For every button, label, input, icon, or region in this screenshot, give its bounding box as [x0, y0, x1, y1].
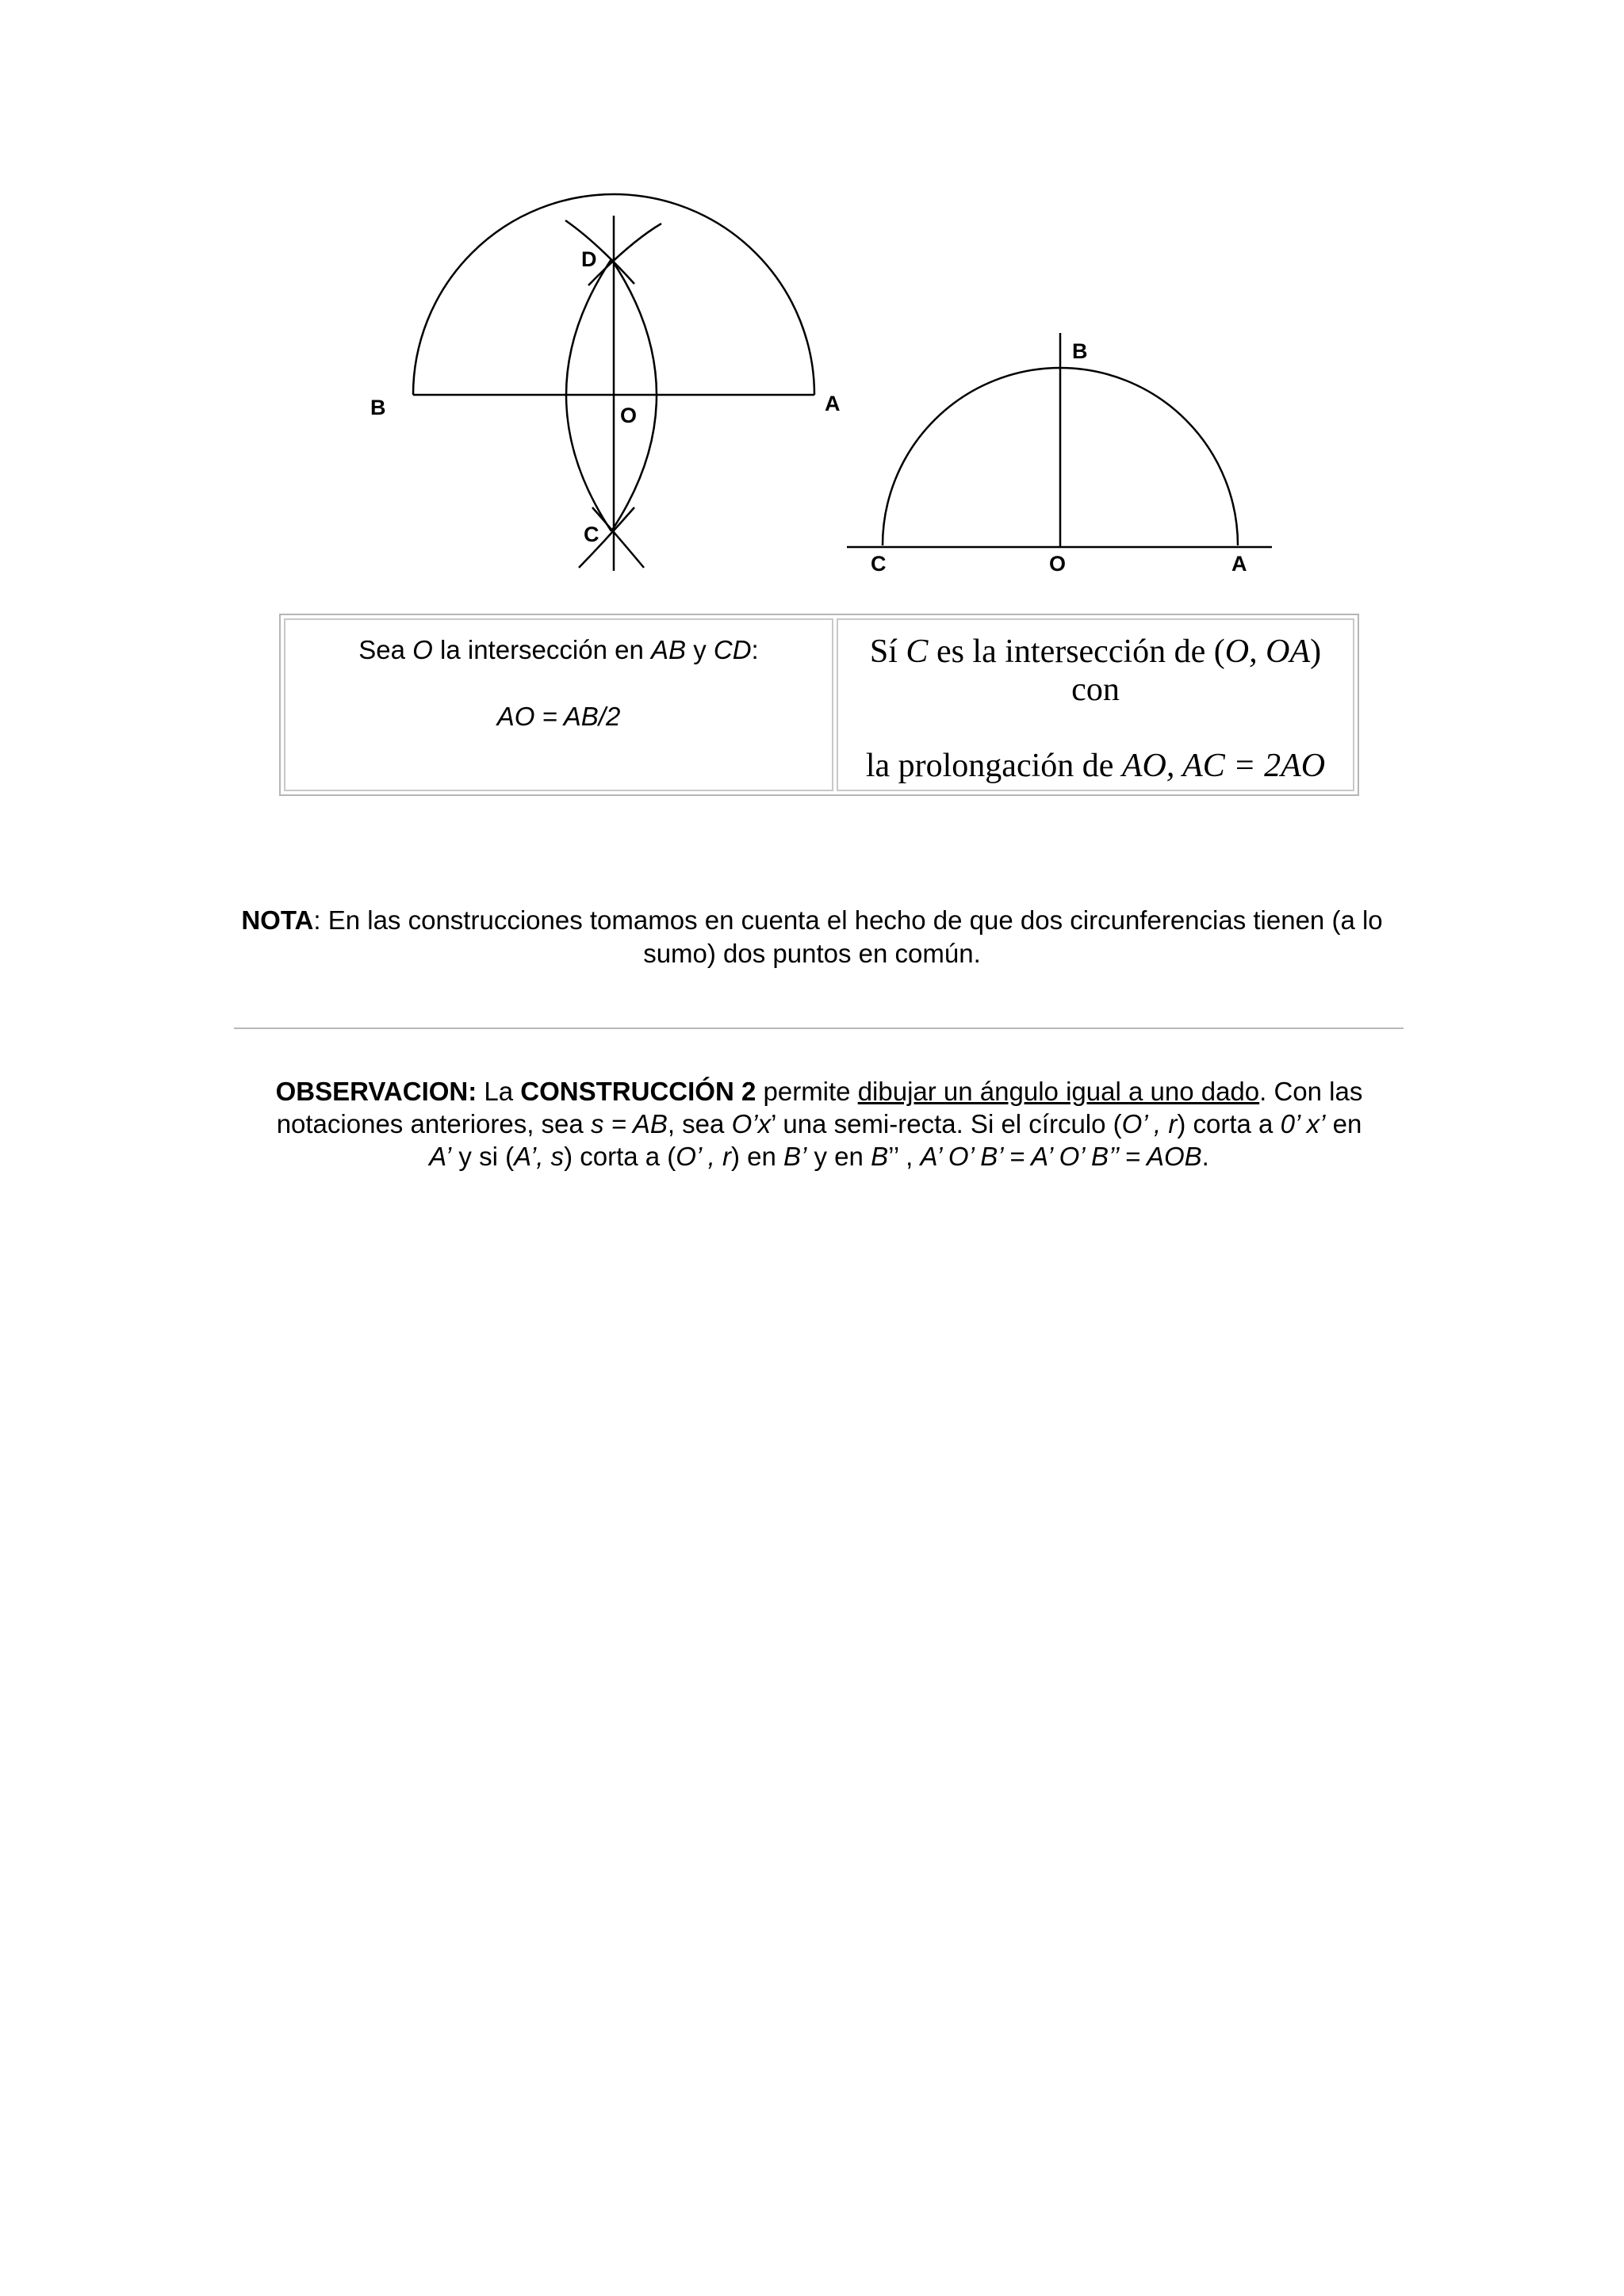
- underlined-phrase: dibujar un ángulo igual a uno dado: [857, 1077, 1260, 1106]
- label-o: O: [620, 404, 638, 427]
- semicircle-diameter-figure: [833, 321, 1293, 583]
- observacion-label: OBSERVACION:: [275, 1077, 477, 1106]
- nota-text: : En las construcciones tomamos en cuenta el hecho de que dos circunferencias tienen (a lo sumo) dos puntos en común.: [313, 905, 1383, 968]
- label-a: A: [1231, 552, 1247, 576]
- cross-arc-lower-left: [592, 507, 644, 568]
- observacion-paragraph: OBSERVACION: La CONSTRUCCIÓN 2 permite dibujar un ángulo igual a uno dado. Con las notaciones anteriores, sea s = AB, sea O’x’ una semi-recta. Si el círculo (O’ , r) corta a 0’ x’ en A’ y si (A’, s) corta a (O’ , r) en B’ y en B’’ , A’ O’ B’ = A’ O’ B’’ = AOB.: [275, 1077, 1363, 1171]
- label-o: O: [1049, 552, 1067, 576]
- nota-label: NOTA: [241, 905, 314, 935]
- caption-left-formula: AO = AB/2: [496, 702, 621, 731]
- label-b: B: [370, 396, 386, 419]
- caption-table: [279, 614, 1359, 796]
- caption-left-line-1: Sea O la intersección en AB y CD:: [358, 635, 759, 664]
- caption-right-line-3: la prolongación de AO, AC = 2AO: [865, 748, 1326, 784]
- label-d: D: [581, 247, 597, 271]
- cross-arc-upper-right: [588, 224, 661, 285]
- nota-paragraph: [238, 904, 1386, 970]
- caption-right-line-2: con: [1071, 672, 1120, 708]
- label-b: B: [1072, 339, 1088, 363]
- label-c: C: [584, 522, 599, 546]
- caption-left-cell: [284, 618, 833, 791]
- caption-right-cell: [837, 618, 1354, 791]
- horizontal-divider: [234, 1027, 1404, 1029]
- label-c: C: [871, 552, 887, 576]
- label-a: A: [825, 392, 841, 415]
- caption-right-line-1: Sí C es la intersección de (O, OA): [869, 633, 1322, 670]
- perpendicular-bisector-figure: [349, 182, 872, 587]
